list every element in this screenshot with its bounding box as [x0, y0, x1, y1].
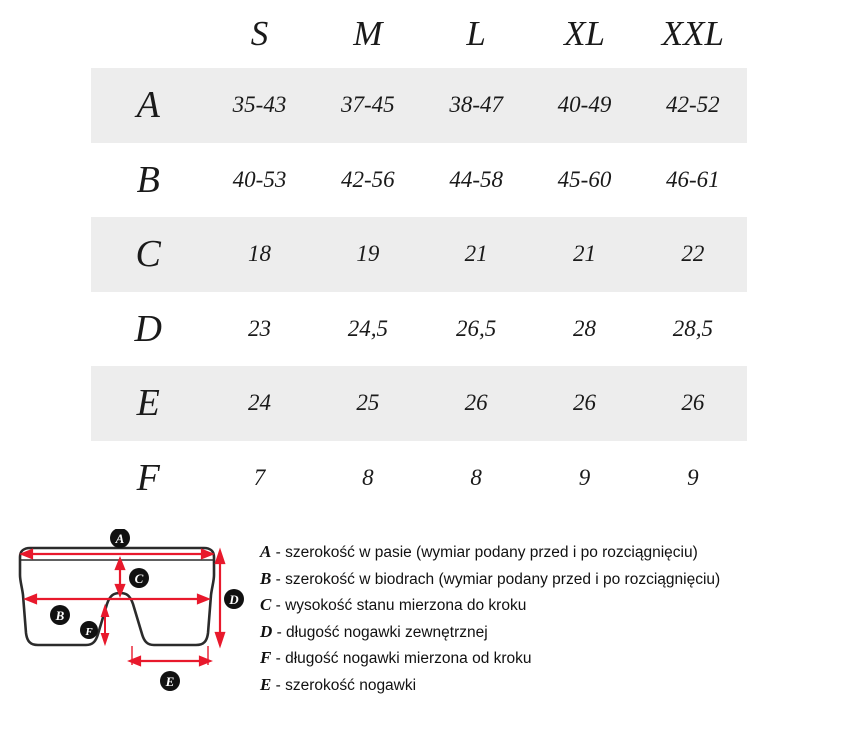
svg-text:F: F [85, 626, 93, 638]
marker-badge-f [80, 621, 98, 639]
marker-badge-a [110, 529, 130, 548]
cell-c-xl: 21 [530, 217, 638, 292]
cell-a-l: 38-47 [422, 68, 530, 143]
column-header-m: M [314, 0, 422, 68]
legend-item-f [260, 645, 720, 672]
legend-text-b: - szerokość w biodrach (wymiar podany przed i po rozciągnięciu) [271, 570, 721, 588]
table-row [91, 441, 747, 516]
row-label-d: D [91, 292, 205, 367]
marker-badge-d [224, 589, 244, 609]
table-row [91, 366, 747, 441]
table-row [91, 292, 747, 367]
dimension-arrow-d [216, 551, 224, 645]
row-label-f: F [91, 441, 205, 516]
cell-b-xl: 45-60 [530, 143, 638, 218]
cell-e-l: 26 [422, 366, 530, 441]
cell-c-s: 18 [205, 217, 313, 292]
marker-badge-e [160, 671, 180, 691]
table-corner-cell [91, 0, 205, 68]
marker-badge-b [50, 605, 70, 625]
legend-text-e: - szerokość nogawki [271, 676, 417, 694]
cell-f-s: 7 [205, 441, 313, 516]
cell-c-xxl: 22 [639, 217, 747, 292]
legend-item-a [260, 539, 720, 566]
cell-c-l: 21 [422, 217, 530, 292]
table-row [91, 217, 747, 292]
cell-a-m: 37-45 [314, 68, 422, 143]
legend-key-f: F [260, 648, 272, 667]
legend-item-c [260, 592, 720, 619]
dimension-arrow-f [102, 607, 108, 643]
marker-badge-c [129, 568, 149, 588]
cell-b-xxl: 46-61 [639, 143, 747, 218]
legend-text-d: - długość nogawki zewnętrznej [272, 623, 488, 641]
cell-a-s: 35-43 [205, 68, 313, 143]
legend-key-b: B [260, 568, 272, 588]
svg-text:D: D [229, 592, 239, 607]
cell-d-xxl: 28,5 [639, 292, 747, 367]
row-label-a: A [91, 68, 205, 143]
cell-c-m: 19 [314, 217, 422, 292]
column-header-l: L [422, 0, 530, 68]
cell-b-m: 42-56 [314, 143, 422, 218]
cell-d-m: 24,5 [314, 292, 422, 367]
row-label-e: E [91, 366, 205, 441]
cell-f-l: 8 [422, 441, 530, 516]
svg-text:A: A [115, 531, 125, 546]
dimension-arrow-e [130, 657, 210, 665]
legend-key-c: C [260, 595, 272, 614]
legend-key-d: D [260, 621, 273, 641]
svg-text:C: C [134, 571, 144, 586]
cell-d-xl: 28 [530, 292, 638, 367]
size-table [91, 0, 747, 515]
legend-item-e [260, 672, 720, 699]
table-header-row [91, 0, 747, 68]
shorts-diagram-svg [8, 529, 244, 699]
legend-text-f: - długość nogawki mierzona od kroku [271, 650, 532, 667]
cell-f-m: 8 [314, 441, 422, 516]
cell-a-xxl: 42-52 [639, 68, 747, 143]
cell-d-l: 26,5 [422, 292, 530, 367]
table-row [91, 143, 747, 218]
svg-text:E: E [165, 674, 175, 689]
cell-f-xxl: 9 [639, 441, 747, 516]
cell-b-s: 40-53 [205, 143, 313, 218]
svg-text:B: B [55, 608, 65, 623]
table-row [91, 68, 747, 143]
column-header-xxl: XXL [639, 0, 747, 68]
column-header-xl: XL [530, 0, 638, 68]
shorts-diagram [0, 529, 244, 704]
legend-item-b [260, 566, 720, 593]
lower-section [0, 529, 850, 704]
cell-f-xl: 9 [530, 441, 638, 516]
legend-key-a: A [260, 542, 272, 561]
row-label-b: B [91, 143, 205, 218]
cell-a-xl: 40-49 [530, 68, 638, 143]
legend-list [244, 529, 720, 698]
cell-e-xl: 26 [530, 366, 638, 441]
cell-e-s: 24 [205, 366, 313, 441]
column-header-s: S [205, 0, 313, 68]
cell-e-m: 25 [314, 366, 422, 441]
cell-e-xxl: 26 [639, 366, 747, 441]
cell-b-l: 44-58 [422, 143, 530, 218]
legend-key-e: E [260, 674, 272, 694]
legend-text-a: - szerokość w pasie (wymiar podany przed i po rozciągnięciu) [271, 544, 698, 561]
legend-item-d [260, 619, 720, 646]
legend-text-c: - wysokość stanu mierzona do kroku [271, 597, 527, 614]
row-label-c: C [91, 217, 205, 292]
cell-d-s: 23 [205, 292, 313, 367]
